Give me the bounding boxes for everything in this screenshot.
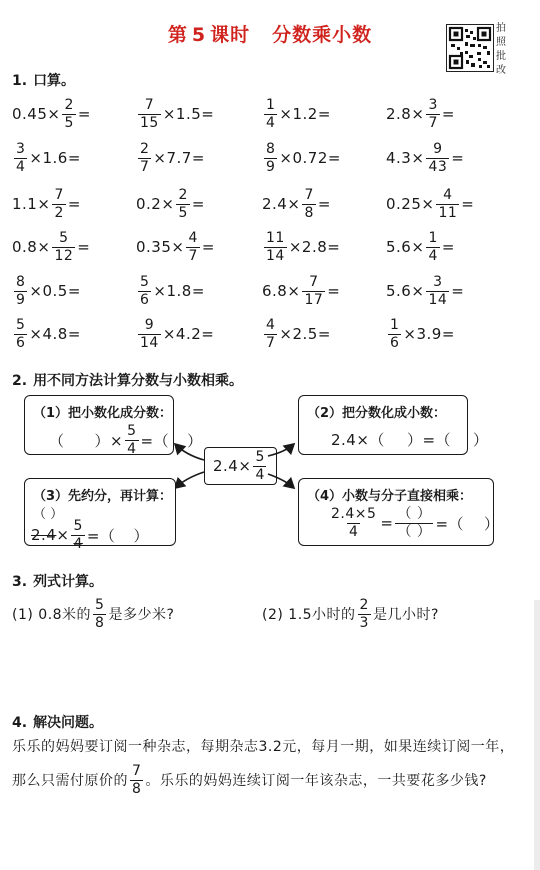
section-1-heading: 1. 口算。 <box>12 73 76 89</box>
mental-math-item: 6.8× $\frac{7}{17}$ = <box>262 274 341 308</box>
mental-math-item: $\frac{7}{15}$ ×1.5= <box>140 97 215 131</box>
fraction: $\frac{5}{6}$ <box>16 317 26 351</box>
fraction: $\frac{7}{8}$ <box>132 763 142 797</box>
mental-math-item: 4.3× $\frac{9}{43}$ = <box>386 141 465 175</box>
fraction: $\frac{5}{8}$ <box>95 597 105 631</box>
mental-math-item: $\frac{8}{9}$ ×0.5= <box>16 274 81 308</box>
mental-math-item: 0.8× $\frac{5}{12}$ = <box>12 230 91 264</box>
fraction: $\frac{2.4\times 5}{4}$ <box>331 506 377 540</box>
method-box-1 <box>24 395 203 457</box>
center-expression: 2.4× $\frac{5}{4}$ <box>204 447 277 485</box>
qr-caption: 拍 照 批 改 <box>496 23 506 76</box>
fraction: $\frac{8}{9}$ <box>266 141 276 175</box>
mental-math-item: $\frac{9}{14}$ ×4.2= <box>140 317 215 351</box>
fraction: $\frac{9}{14}$ <box>140 317 159 351</box>
method-box-4 <box>298 478 500 546</box>
fraction: $\frac{4}{11}$ <box>438 187 458 221</box>
fraction: $\frac{3}{14}$ <box>428 274 448 308</box>
fraction: $\frac{1}{6}$ <box>390 317 400 351</box>
problem-line-2: 那么只需付原价的 $\frac{7}{8}$ 。乐乐的妈妈连续订阅一年该杂志，一共要花多少钱? <box>12 763 487 797</box>
mental-math-item: $\frac{5}{6}$ ×4.8= <box>16 317 81 351</box>
mental-math-item: $\frac{2}{7}$ ×7.7= <box>140 141 205 175</box>
fraction: $\frac{2}{3}$ <box>359 597 369 631</box>
mental-math-item: $\frac{5}{6}$ ×1.8= <box>140 274 205 308</box>
method-4-title: （4）小数与分子直接相乘： <box>307 489 473 504</box>
fraction: $\frac{7}{2}$ <box>54 187 64 221</box>
mental-math-item: $\frac{1}{6}$ ×3.9= <box>390 317 455 351</box>
mental-math-item: 2.8× $\frac{3}{7}$ = <box>386 97 455 131</box>
method-1-title: （1）把小数化成分数： <box>33 406 173 421</box>
mental-math-item: 5.6× $\frac{1}{4}$ = <box>386 230 455 264</box>
method-2-expression: 2.4×（ ）=（ ） <box>331 431 489 449</box>
section-2-heading: 2. 用不同方法计算分数与小数相乘。 <box>12 373 244 389</box>
lesson-prefix: 第 <box>167 24 188 46</box>
mental-math-item: $\frac{4}{7}$ ×2.5= <box>266 317 331 351</box>
fraction: $\frac{2}{5}$ <box>64 97 74 131</box>
fraction: $\frac{9}{43}$ <box>428 141 448 175</box>
mental-math-item: 1.1× $\frac{7}{2}$ = <box>12 187 81 221</box>
fraction: $\frac{4}{7}$ <box>188 230 198 264</box>
fraction: $\frac{5}{4}$ <box>127 423 137 457</box>
fraction: $\frac{7}{15}$ <box>140 97 159 131</box>
fraction: $\frac{3}{7}$ <box>428 97 438 131</box>
lesson-number: 5 <box>191 24 207 46</box>
method-box-2 <box>298 395 489 455</box>
fraction: $\frac{11}{14}$ <box>266 230 285 264</box>
question-3-1: (1) 0.8米的 $\frac{5}{8}$ 是多少米? <box>12 597 175 631</box>
method-box-3 <box>24 478 176 552</box>
method-3-title: （3）先约分，再计算： <box>33 489 173 504</box>
method-3-reduce-top: （ ） <box>33 507 64 522</box>
fraction: $\frac{2}{7}$ <box>140 141 150 175</box>
mental-math-item: $\frac{1}{4}$ ×1.2= <box>266 97 331 131</box>
mental-math-item: 0.45× $\frac{2}{5}$ = <box>12 97 91 131</box>
fraction: $\frac{2}{5}$ <box>178 187 188 221</box>
method-1-expression: （ ）× $\frac{5}{4}$ =（ ） <box>49 423 203 457</box>
mental-math-item: 0.2× $\frac{2}{5}$ = <box>136 187 205 221</box>
fraction: $\frac{( )}{( )}$ <box>397 506 432 540</box>
question-3-2: (2) 1.5小时的 $\frac{2}{3}$ 是几小时? <box>262 597 439 631</box>
section-4-heading: 4. 解决问题。 <box>12 715 104 731</box>
method-2-title: （2）把分数化成小数： <box>307 406 447 421</box>
fraction: $\frac{5}{4}$ <box>73 518 83 552</box>
fraction: $\frac{5}{4}$ <box>255 448 265 483</box>
mental-math-item: $\frac{11}{14}$ ×2.8= <box>266 230 341 264</box>
problem-line-1: 乐乐的妈妈要订阅一种杂志，每期杂志3.2元，每月一期，如果连续订阅一年， <box>12 739 515 755</box>
section-3-heading: 3. 列式计算。 <box>12 574 104 590</box>
mental-math-item: 5.6× $\frac{3}{14}$ = <box>386 274 465 308</box>
fraction: $\frac{3}{4}$ <box>16 141 26 175</box>
mental-math-item: 2.4× $\frac{7}{8}$ = <box>262 187 331 221</box>
mental-math-item: $\frac{8}{9}$ ×0.72= <box>266 141 341 175</box>
fraction: $\frac{8}{9}$ <box>16 274 26 308</box>
fraction: $\frac{5}{6}$ <box>140 274 150 308</box>
page-scrollbar[interactable] <box>534 600 540 870</box>
fraction: $\frac{1}{4}$ <box>428 230 438 264</box>
fraction: $\frac{1}{4}$ <box>266 97 276 131</box>
mental-math-item: 0.25× $\frac{4}{11}$ = <box>386 187 475 221</box>
fraction: $\frac{5}{12}$ <box>54 230 74 264</box>
method-4-expression: $\frac{2.4\times 5}{4}$ = $\frac{( )}{( )}$ =（ ） <box>331 506 500 540</box>
lesson-word: 课时 <box>210 24 251 46</box>
fraction: $\frac{4}{7}$ <box>266 317 276 351</box>
fraction: $\frac{7}{17}$ <box>304 274 324 308</box>
fraction: $\frac{7}{8}$ <box>304 187 314 221</box>
lesson-topic: 分数乘小数 <box>272 24 373 46</box>
mental-math-item: $\frac{3}{4}$ ×1.6= <box>16 141 81 175</box>
method-3-expression: 2.4 × $\frac{5}{4}$ =（ ） <box>31 518 149 552</box>
mental-math-item: 0.35× $\frac{4}{7}$ = <box>136 230 215 264</box>
